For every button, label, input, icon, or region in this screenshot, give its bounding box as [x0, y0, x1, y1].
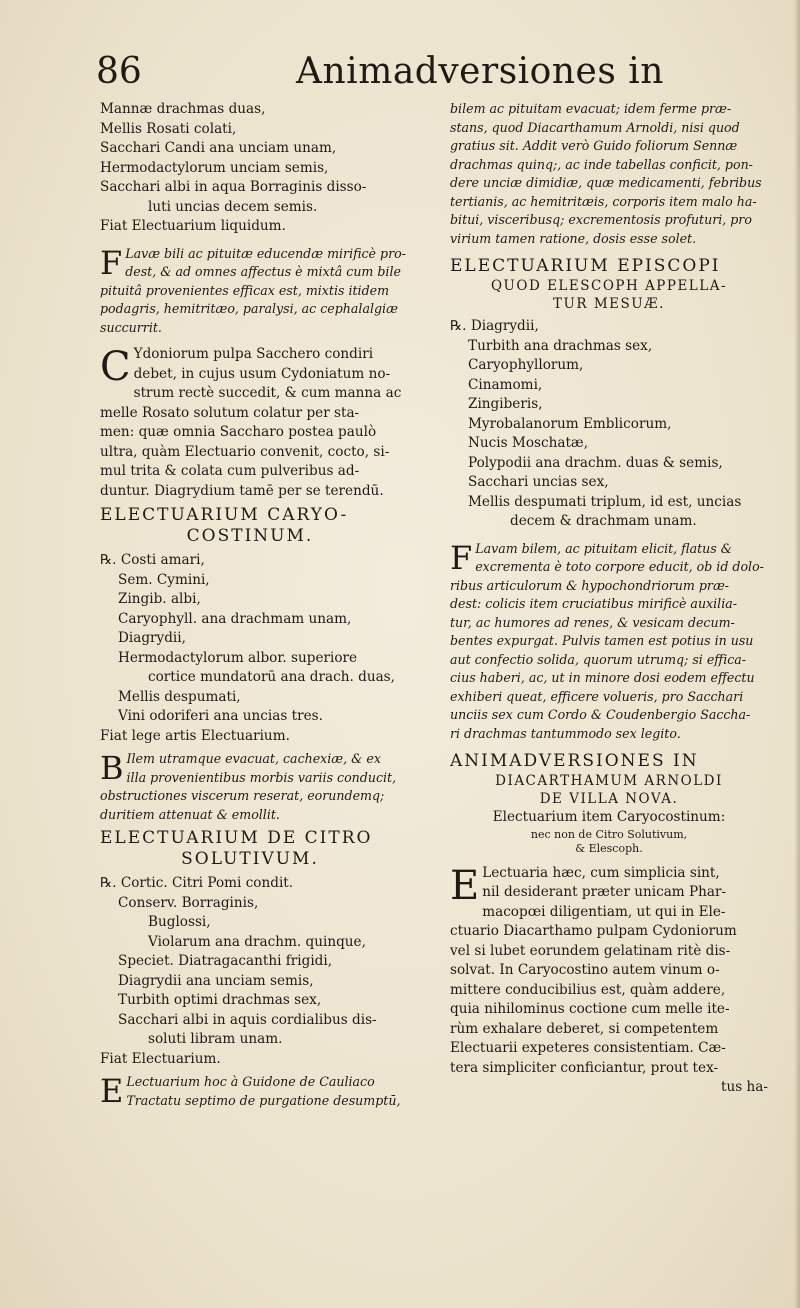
text-line: tur, ac humores ad renes, & vesicam decum-	[450, 614, 735, 630]
recipe-line: Mellis despumati,	[118, 688, 241, 705]
recipe-line: ℞. Diagrydii,	[450, 318, 539, 334]
recipe-line: ℞. Cortic. Citri Pomi condit.	[100, 875, 294, 891]
recipe-line: Mannæ drachmas duas,	[100, 101, 266, 117]
section-heading: DE VILLA NOVA.	[539, 791, 679, 807]
text-line: melle Rosato solutum colatur per sta-	[100, 404, 360, 421]
recipe-line: Turbith optimi drachmas sex,	[118, 992, 322, 1008]
commentary-paragraph	[450, 540, 768, 744]
section-heading: DIACARTHAMUM ARNOLDI	[495, 773, 723, 789]
text-line: nil desiderant præter unicam Phar-	[482, 884, 727, 900]
recipe-line: Caryophyllorum,	[468, 357, 584, 373]
text-line: stans, quod Diacarthamum Arnoldi, nisi quod	[450, 119, 740, 135]
text-line: Lavam bilem, ac pituitam elicit, flatus &	[475, 540, 732, 556]
text-line: debet, in cujus usum Cydoniatum no-	[133, 365, 391, 382]
text-line: bentes expurgat. Pulvis tamen est potius in usu	[450, 633, 754, 648]
recipe-line: Zingib. albi,	[118, 591, 201, 607]
recipe-line: Sem. Cymini,	[118, 571, 210, 588]
recipe-block	[100, 100, 400, 237]
text-line: rùm exhalare deberet, si competentem	[450, 1020, 719, 1037]
section-heading: QUOD ELESCOPH APPELLA-	[490, 278, 728, 294]
recipe-line: Vini odoriferi ana uncias tres.	[118, 708, 323, 724]
text-line: ribus articulorum & hypochondriorum præ-	[450, 577, 730, 593]
recipe-block	[100, 551, 400, 746]
drop-cap: B	[100, 749, 124, 787]
recipe-line: Hermodactylorum unciam semis,	[100, 159, 329, 176]
recipe-line: decem & drachmam unam.	[510, 513, 697, 529]
text-line: Tractatu septimo de purgatione desumptū,	[126, 1092, 401, 1108]
recipe-line: Zingiberis,	[468, 396, 543, 412]
page-number: 86	[96, 51, 142, 92]
recipe-line: Caryophyll. ana drachmam unam,	[118, 610, 352, 627]
text-line: obstructiones viscerum reserat, eorundemq;	[100, 788, 385, 803]
drop-cap: F	[100, 243, 123, 282]
recipe-line: Turbith ana drachmas sex,	[468, 337, 653, 354]
commentary-paragraph	[100, 243, 406, 338]
section-heading: ANIMADVERSIONES IN	[450, 751, 699, 771]
recipe-line: Speciet. Diatragacanthi frigidi,	[118, 953, 333, 969]
recipe-block	[100, 874, 400, 1069]
recipe-line: Hermodactylorum albor. superiore	[118, 649, 358, 666]
recipe-line: Conserv. Borraginis,	[118, 894, 259, 911]
text-line: ctuario Diacarthamo pulpam Cydoniorum	[450, 923, 737, 939]
section-heading: ELECTUARIUM CARYO-	[100, 505, 349, 525]
text-line: bilem ac pituitam evacuat; idem ferme præ-	[450, 101, 732, 116]
recipe-line: Fiat lege artis Electuarium.	[100, 727, 290, 744]
body-paragraph	[100, 345, 400, 501]
text-line: succurrit.	[100, 319, 162, 335]
section-subheading: & Elescoph.	[575, 841, 643, 855]
text-line: dere unciæ dimidiæ, quæ medicamenti, febribus	[450, 175, 762, 190]
text-line: aut confectio solida, quorum utrumq; si effica-	[450, 651, 747, 667]
text-line: virium tamen ratione, dosis esse solet.	[450, 230, 697, 246]
text-line: drachmas quinq;, ac inde tabellas conficit, pon-	[450, 156, 753, 172]
recipe-line: Sacchari uncias sex,	[468, 474, 609, 490]
recipe-block	[450, 317, 768, 532]
section-subheading: Electuarium item Caryocostinum:	[492, 809, 726, 825]
drop-cap: E	[100, 1072, 124, 1110]
text-line: macopœi diligentiam, ut qui in Ele-	[482, 903, 726, 920]
text-line: tera simpliciter conficiantur, prout tex-	[450, 1059, 719, 1076]
recipe-line: Violarum ana drachm. quinque,	[148, 933, 366, 950]
text-line: duritiem attenuat & emollit.	[100, 806, 280, 822]
recipe-line: Sacchari Candi ana unciam unam,	[100, 140, 337, 156]
left-column	[100, 100, 406, 1110]
drop-cap: E	[450, 862, 480, 909]
text-line: duntur. Diagrydium tamē per se terendū.	[100, 482, 384, 499]
text-line: Lectuarium hoc à Guidone de Cauliaco	[126, 1074, 375, 1089]
text-line: cius haberi, ac, ut in minore dosi eodem effectu	[450, 670, 755, 685]
section-heading: ELECTUARIUM DE CITRO	[100, 828, 373, 848]
recipe-line: ℞. Costi amari,	[100, 552, 205, 568]
text-line: Electuarii expeteres consistentiam. Cæ-	[450, 1040, 726, 1056]
text-line: podagris, hemitritæo, paralysi, ac cephalalgiæ	[100, 301, 398, 316]
running-title: Animadversiones in	[296, 51, 664, 92]
recipe-line: luti uncias decem semis.	[148, 198, 318, 215]
text-line: exhiberi queat, efficere volueris, pro Sacchari	[450, 688, 744, 704]
commentary-paragraph	[100, 1073, 400, 1110]
recipe-line: Myrobalanorum Emblicorum,	[468, 415, 672, 432]
text-line: solvat. In Caryocostino autem vinum o-	[450, 962, 720, 978]
recipe-line: Nucis Moschatæ,	[468, 435, 589, 451]
section-heading: SOLUTIVUM.	[181, 849, 319, 869]
recipe-line: Mellis despumati triplum, id est, uncias	[468, 493, 742, 510]
text-line: Ydoniorum pulpa Sacchero condiri	[133, 346, 374, 362]
recipe-line: Fiat Electuarium liquidum.	[100, 218, 286, 234]
recipe-line: cortice mundatorū ana drach. duas,	[148, 669, 395, 685]
recipe-line: Diagrydii,	[118, 630, 186, 646]
recipe-line: Mellis Rosati colati,	[100, 120, 237, 137]
text-line: ri drachmas tantummodo sex legito.	[450, 725, 681, 741]
text-line: dest, & ad omnes affectus è mixtâ cum bile	[125, 264, 401, 279]
recipe-line: Fiat Electuarium.	[100, 1050, 221, 1067]
recipe-line: soluti libram unam.	[148, 1031, 283, 1047]
text-line: Ilem utramque evacuat, cachexiæ, & ex	[126, 751, 381, 766]
text-line: pituitâ provenientes efficax est, mixtis itidem	[100, 282, 390, 298]
recipe-line: Cinamomi,	[468, 376, 543, 393]
text-line: strum rectè succedit, & cum manna ac	[133, 385, 402, 401]
text-line: excrementa è toto corpore educit, ob id dolo-	[475, 559, 764, 574]
text-line: dest: colicis item cruciatibus mirificè auxilia-	[450, 596, 738, 611]
recipe-line: Sacchari albi in aquis cordialibus dis-	[118, 1011, 377, 1028]
catchword: tus ha-	[721, 1079, 768, 1095]
text-line: gratius sit. Addit verò Guido foliorum Sennæ	[450, 138, 738, 153]
text-line: Lavæ bili ac pituitæ educendæ mirificè pro-	[125, 245, 406, 261]
section-heading: TUR MESUÆ.	[553, 296, 665, 312]
body-paragraph	[450, 864, 768, 1098]
page-edge-shadow	[794, 0, 800, 1308]
text-line: unciis sex cum Cordo & Coudenbergio Saccha-	[450, 707, 751, 722]
section-heading: ELECTUARIUM EPISCOPI	[450, 256, 721, 276]
text-line: tertianis, ac hemitritæis, corporis item malo ha-	[450, 193, 757, 209]
commentary-continuation	[450, 100, 768, 248]
text-line: illa provenientibus morbis variis conducit,	[126, 769, 397, 785]
commentary-paragraph	[100, 750, 400, 824]
text-line: quia nihilominus coctione cum melle ite-	[450, 1001, 730, 1017]
drop-cap: F	[450, 538, 473, 577]
right-column	[450, 100, 768, 1098]
recipe-line: Diagrydii ana unciam semis,	[118, 972, 314, 989]
section-subheading: nec non de Citro Solutivum,	[530, 827, 688, 841]
text-line: mul trita & colata cum pulveribus ad-	[100, 463, 360, 479]
text-line: vel si lubet eorundem gelatinam ritè dis-	[450, 942, 731, 959]
page-header	[96, 50, 736, 98]
text-line: men: quæ omnia Saccharo postea paulò	[100, 424, 377, 440]
text-line: Lectuaria hæc, cum simplicia sint,	[482, 864, 720, 881]
recipe-line: Polypodii ana drachm. duas & semis,	[468, 454, 723, 471]
drop-cap: C	[100, 344, 131, 390]
text-line: mittere conducibilius est, quàm addere,	[450, 981, 726, 998]
recipe-line: Sacchari albi in aqua Borraginis disso-	[100, 179, 367, 195]
recipe-line: Buglossi,	[148, 914, 211, 930]
text-line: ultra, quàm Electuario convenit, cocto, si-	[100, 443, 390, 460]
section-heading: COSTINUM.	[186, 526, 314, 546]
text-line: bitui, visceribusq; excrementosis profuturi, pro	[450, 212, 752, 227]
